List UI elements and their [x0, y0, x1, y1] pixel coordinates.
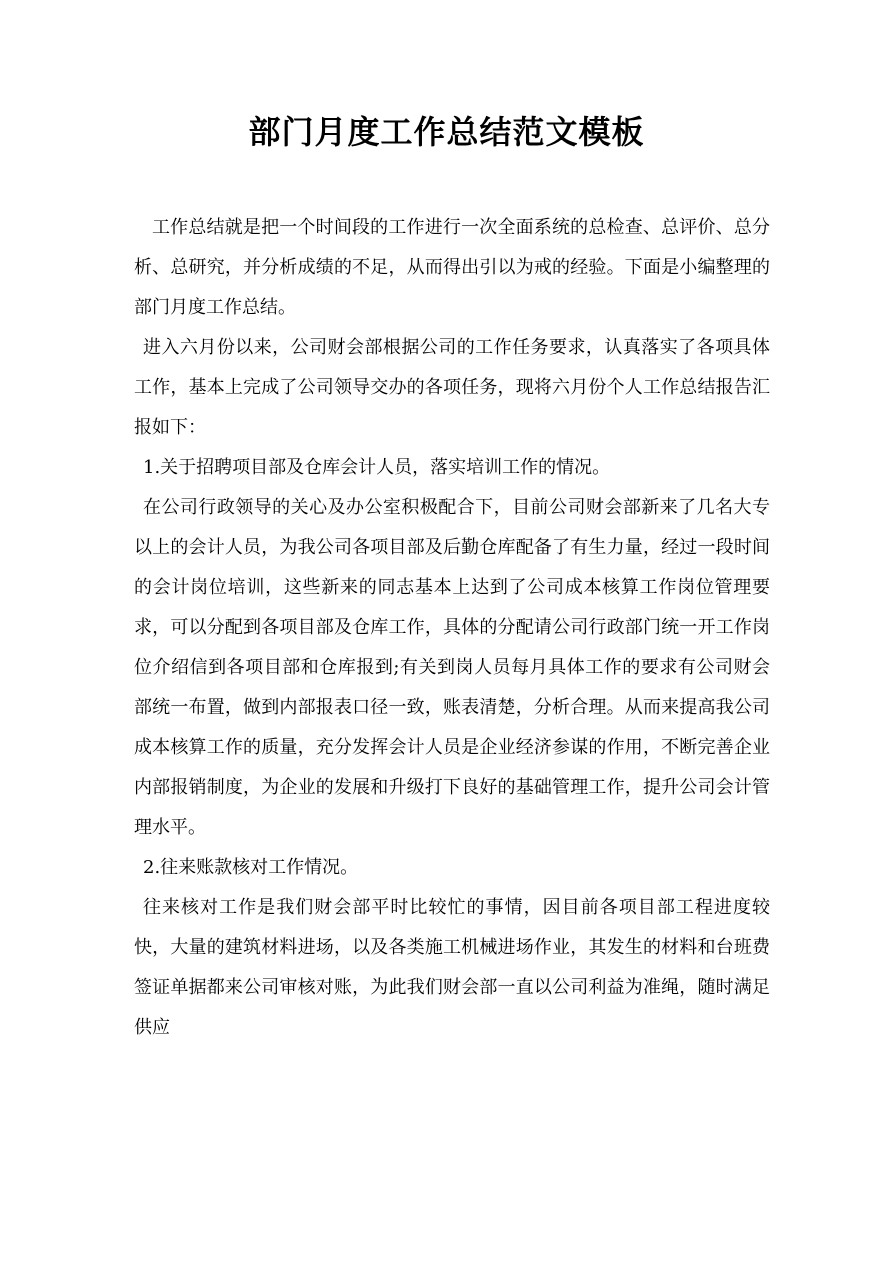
section-heading-2: 2.往来账款核对工作情况。 [143, 857, 359, 878]
paragraph-overview: 进入六月份以来，公司财会部根据公司的工作任务要求，认真落实了各项具体工作，基本上完成了公司领导交办的各项任务，现将六月份个人工作总结报告汇报如下： [134, 337, 770, 438]
document-title: 部门月度工作总结范文模板 [248, 113, 645, 151]
paragraph-section-2: 往来核对工作是我们财会部平时比较忙的事情，因目前各项目部工程进度较快，大量的建筑材料进场，以及各类施工机械进场作业，其发生的材料和台班费签证单据都来公司审核对账，为此我们财会部一直以公司利益为准绳，随时满足供应 [134, 897, 770, 1038]
document-body [134, 208, 770, 1048]
section-heading-1: 1.关于招聘项目部及仓库会计人员，落实培训工作的情况。 [143, 457, 611, 478]
paragraph-section-1: 在公司行政领导的关心及办公室积极配合下，目前公司财会部新来了几名大专以上的会计人员，为我公司各项目部及后勤仓库配备了有生力量，经过一段时间的会计岗位培训，这些新来的同志基本上达到了公司成本核算工作岗位管理要求，可以分配到各项目部及仓库工作，具体的分配请公司行政部门统一开工作岗位介绍信到各项目部和仓库报到;有关到岗人员每月具体工作的要求有公司财会部统一布置，做到内部报表口径一致，账表清楚，分析合理。从而来提高我公司成本核算工作的质量，充分发挥会计人员是企业经济参谋的作用，不断完善企业内部报销制度，为企业的发展和升级打下良好的基础管理工作，提升公司会计管理水平。 [134, 497, 770, 838]
paragraph-intro: 工作总结就是把一个时间段的工作进行一次全面系统的总检查、总评价、总分析、总研究，并分析成绩的不足，从而得出引以为戒的经验。下面是小编整理的部门月度工作总结。 [134, 217, 770, 318]
